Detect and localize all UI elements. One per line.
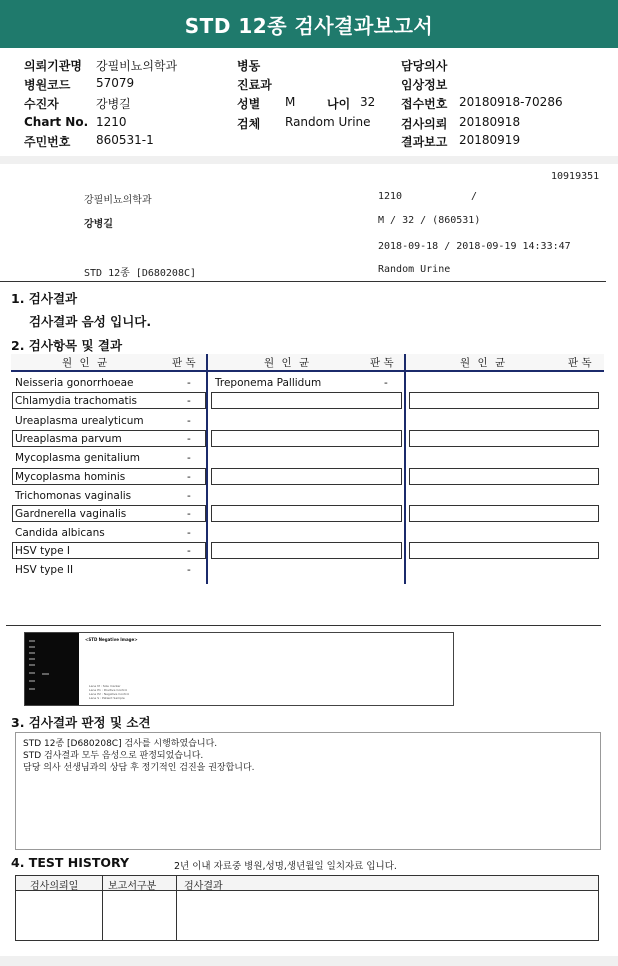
label-sex: 성별: [237, 97, 261, 111]
label-hospital-code: 병원코드: [24, 78, 71, 92]
label-specimen: 검체: [237, 117, 261, 131]
section1-summary: 검사결과 음성 입니다.: [29, 314, 152, 329]
organism-result: -: [187, 564, 191, 576]
organism-name: Candida albicans: [15, 527, 105, 539]
organism-name: HSV type II: [15, 564, 74, 576]
label-clinical-info: 임상정보: [401, 78, 448, 92]
image-caption: <STD Negative Image>: [85, 637, 138, 642]
value-sex: M: [285, 95, 296, 109]
print-dates: 2018-09-18 / 2018-09-19 14:33:47: [378, 241, 571, 252]
value-chart-no: 1210: [96, 115, 127, 129]
row-box: [211, 542, 402, 559]
organism-name: Mycoplasma genitalium: [15, 452, 140, 464]
row-box: [409, 392, 599, 409]
print-test: STD 12종 [D680208C]: [84, 268, 197, 279]
print-chart: 1210: [378, 191, 403, 202]
opinion-line: STD 12종 [D680208C] 검사를 시행하였습니다.: [23, 739, 218, 749]
value-receipt-no: 20180918-70286: [459, 95, 563, 109]
label-doctor: 담당의사: [401, 59, 448, 73]
value-request-date: 20180918: [459, 115, 521, 129]
organism-name: Ureaplasma urealyticum: [15, 415, 144, 427]
table-divider-1: [206, 354, 208, 584]
section2-heading: 2. 검사항목 및 결과: [11, 338, 123, 353]
organism-name: Treponema Pallidum: [215, 377, 322, 389]
label-receipt-no: 접수번호: [401, 97, 448, 111]
value-specimen: Random Urine: [285, 115, 371, 129]
history-col-divider: [176, 876, 177, 940]
value-hospital-code: 57079: [96, 76, 135, 90]
value-patient: 강병길: [96, 97, 131, 111]
row-box: [409, 468, 599, 485]
doc-number: 10919351: [551, 171, 600, 182]
organism-name: Gardnerella vaginalis: [15, 508, 127, 520]
label-report-date: 결과보고: [401, 135, 448, 149]
row-box: [409, 505, 599, 522]
row-box: [211, 392, 402, 409]
col1-organism-header: 원 인 균: [62, 357, 110, 369]
col2-organism-header: 원 인 균: [264, 357, 312, 369]
col1-result-header: 판 독: [172, 357, 196, 369]
value-institution: 강필비뇨의학과: [96, 59, 178, 73]
organism-name: Mycoplasma hominis: [15, 471, 126, 483]
print-slash: /: [471, 191, 478, 202]
value-report-date: 20180919: [459, 133, 521, 147]
history-note: 2년 이내 자료중 병원,성명,생년월일 일치자료 입니다.: [174, 861, 397, 872]
organism-result: -: [187, 527, 191, 539]
history-col-request-date: 검사의뢰일: [30, 881, 79, 892]
svg-text:Lane S : Patient Sample: Lane S : Patient Sample: [89, 696, 125, 700]
organism-name: Neisseria gonorrhoeae: [15, 377, 134, 389]
organism-name: HSV type I: [15, 545, 70, 557]
label-request-date: 검사의뢰: [401, 117, 448, 131]
organism-name: Trichomonas vaginalis: [15, 490, 132, 502]
print-specimen: Random Urine: [378, 264, 451, 275]
print-patient: 강병길: [84, 219, 113, 230]
organism-name: Chlamydia trachomatis: [15, 395, 138, 407]
label-resident-no: 주민번호: [24, 135, 71, 149]
print-sex-age: M / 32 / (860531): [378, 215, 481, 226]
label-ward: 병동: [237, 59, 261, 73]
section1-heading: 1. 검사결과: [11, 291, 78, 306]
organism-result: -: [187, 415, 191, 427]
history-col-result: 검사결과: [184, 881, 223, 892]
row-box: [409, 430, 599, 447]
label-patient: 수진자: [24, 97, 59, 111]
col3-result-header: 판 독: [568, 357, 592, 369]
organism-result: -: [187, 471, 191, 483]
col2-result-header: 판 독: [370, 357, 394, 369]
history-col-divider: [102, 876, 103, 940]
header-separator: [0, 156, 618, 164]
history-col-report-type: 보고서구분: [108, 881, 157, 892]
opinion-box: [15, 732, 601, 850]
print-clinic: 강필비뇨의학과: [84, 195, 152, 206]
divider: [0, 281, 606, 282]
std-negative-image: [24, 632, 454, 706]
row-box: [211, 505, 402, 522]
organism-result: -: [384, 377, 388, 389]
report-title: STD 12종 검사결과보고서: [0, 0, 618, 48]
value-age: 32: [360, 95, 376, 109]
row-box: [211, 430, 402, 447]
label-department: 진료과: [237, 78, 272, 92]
label-age: 나이: [327, 97, 351, 111]
organism-result: -: [187, 377, 191, 389]
gel-image-graphic: [25, 633, 453, 705]
organism-result: -: [187, 395, 191, 407]
footer-separator: [0, 956, 618, 966]
svg-text:Lane P1 : Positive Control: Lane P1 : Positive Control: [89, 688, 128, 692]
history-header-row: [16, 876, 598, 891]
organism-result: -: [187, 545, 191, 557]
label-institution: 의뢰기관명: [24, 59, 82, 73]
organism-result: -: [187, 490, 191, 502]
row-box: [211, 468, 402, 485]
section4-heading: 4. TEST HISTORY: [11, 855, 130, 870]
opinion-line: STD 검사결과 모두 음성으로 판정되었습니다.: [23, 751, 204, 761]
col3-organism-header: 원 인 균: [460, 357, 508, 369]
label-chart-no: Chart No.: [24, 115, 89, 129]
svg-text:Lane M : Size marker: Lane M : Size marker: [89, 684, 121, 688]
row-box: [409, 542, 599, 559]
table-divider-2: [404, 354, 406, 584]
section3-heading: 3. 검사결과 판정 및 소견: [11, 715, 151, 730]
value-resident-no: 860531-1: [96, 133, 154, 147]
organism-name: Ureaplasma parvum: [15, 433, 122, 445]
organism-result: -: [187, 452, 191, 464]
opinion-line: 담당 의사 선생님과의 상담 후 정기적인 검진을 권장합니다.: [23, 763, 255, 773]
organism-result: -: [187, 508, 191, 520]
organism-result: -: [187, 433, 191, 445]
history-table: [15, 875, 599, 941]
divider: [6, 625, 601, 626]
svg-text:Lane P2 : Negative Control: Lane P2 : Negative Control: [89, 692, 130, 696]
